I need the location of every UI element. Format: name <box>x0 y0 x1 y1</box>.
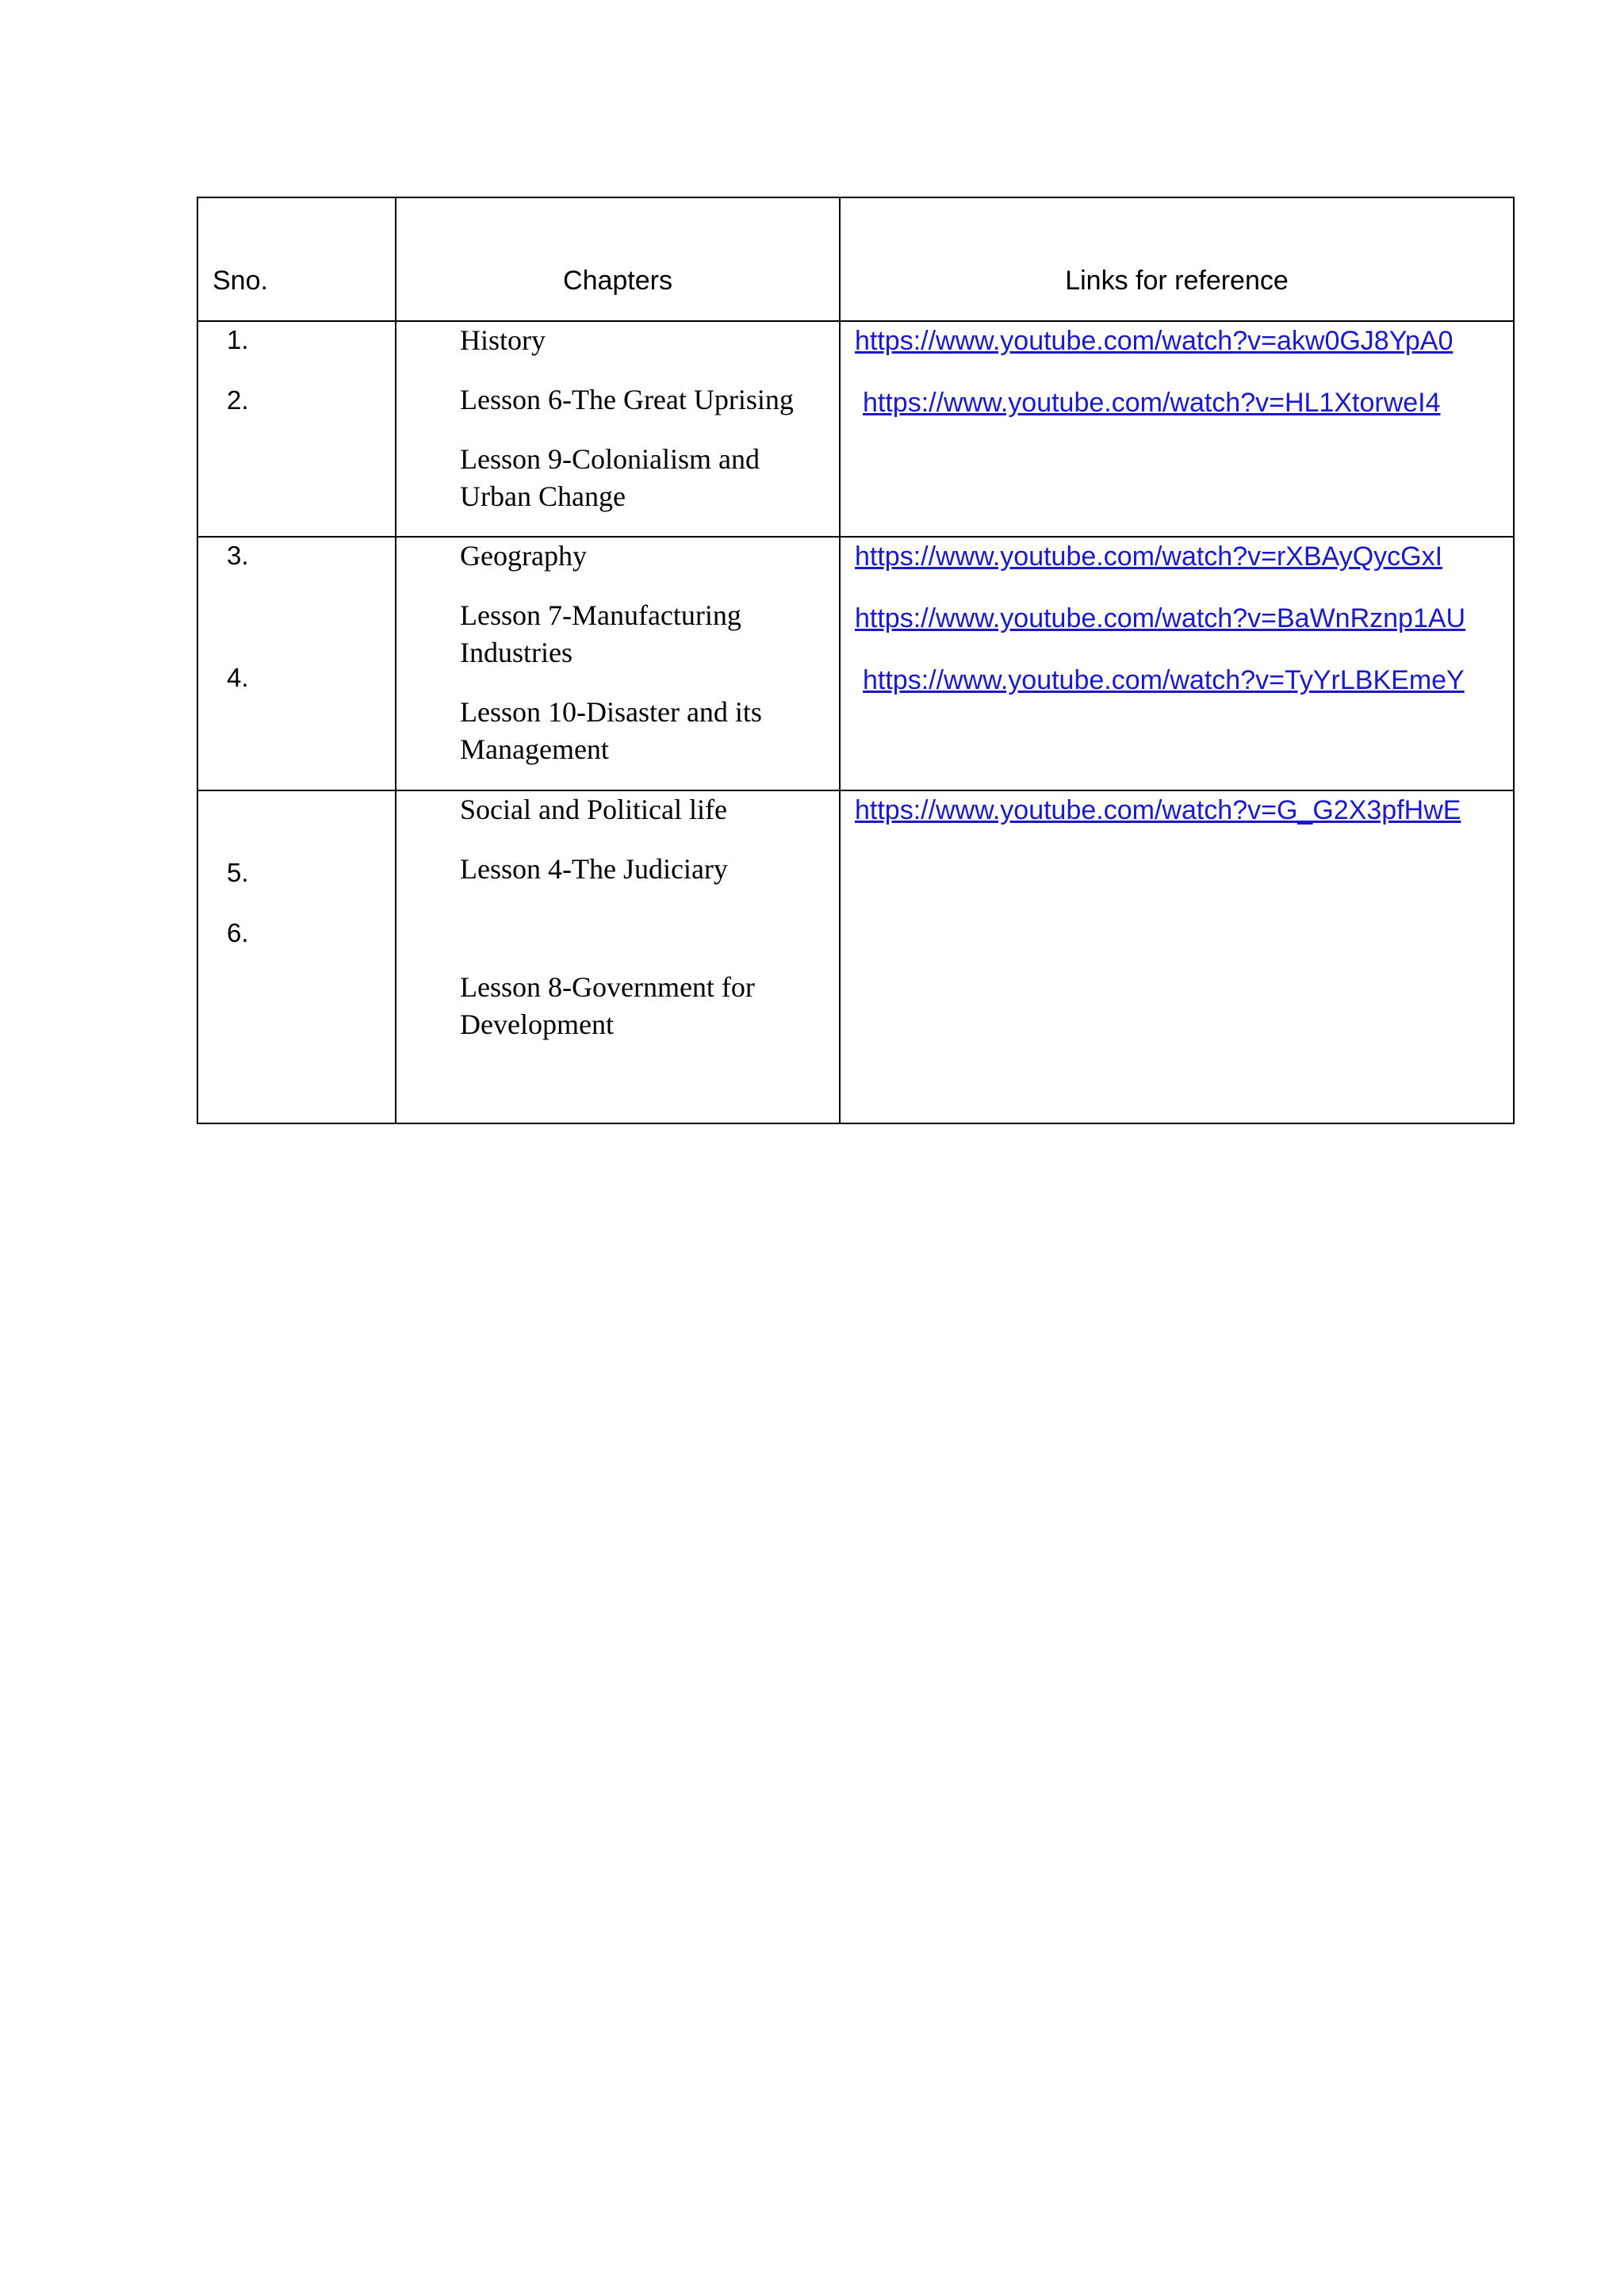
links-cell <box>840 537 1514 790</box>
table-row-history <box>197 321 1514 537</box>
link-social-political[interactable]: https://www.youtube.com/watch?v=G_G2X3pfHwE <box>855 795 1461 825</box>
chapters-cell <box>396 321 840 537</box>
chapter-lesson-6: Lesson 6-The Great Uprising <box>460 384 794 415</box>
chapter-lesson-8: Lesson 8-Government for Development <box>460 971 755 1040</box>
sno-2: 2. <box>227 385 249 415</box>
link-lesson-6[interactable]: https://www.youtube.com/watch?v=akw0GJ8YpA0 <box>855 326 1454 356</box>
chapter-lesson-10: Lesson 10-Disaster and its Management <box>460 696 762 765</box>
link-geography-1[interactable]: https://www.youtube.com/watch?v=rXBAyQycGxI <box>855 541 1443 572</box>
section-title-geography: Geography <box>460 540 587 572</box>
sno-6: 6. <box>227 918 249 947</box>
sno-cell <box>197 321 396 537</box>
table-row-social-political <box>197 790 1514 1123</box>
chapter-lesson-9: Lesson 9-Colonialism and Urban Change <box>460 443 760 512</box>
links-cell <box>840 321 1514 537</box>
links-cell <box>840 790 1514 1123</box>
header-sno: Sno. <box>197 197 396 321</box>
link-lesson-10[interactable]: https://www.youtube.com/watch?v=TyYrLBKEmeY <box>863 665 1465 695</box>
chapter-lesson-4: Lesson 4-The Judiciary <box>460 853 728 885</box>
chapters-cell <box>396 537 840 790</box>
sno-cell <box>197 790 396 1123</box>
sno-1: 1. <box>227 325 249 354</box>
section-title-history: History <box>460 324 546 356</box>
chapter-lesson-7: Lesson 7-Manufacturing Industries <box>460 599 741 668</box>
link-lesson-7[interactable]: https://www.youtube.com/watch?v=BaWnRznp1AU <box>855 603 1466 633</box>
header-links: Links for reference <box>840 197 1514 321</box>
header-chapters: Chapters <box>396 197 840 321</box>
sno-3: 3. <box>227 541 249 570</box>
sno-4: 4. <box>227 663 249 692</box>
link-lesson-9[interactable]: https://www.youtube.com/watch?v=HL1XtorweI4 <box>863 388 1441 418</box>
sno-5: 5. <box>227 858 249 887</box>
section-title-social-political: Social and Political life <box>460 794 727 825</box>
chapters-cell <box>396 790 840 1123</box>
sno-cell <box>197 537 396 790</box>
table-row-geography <box>197 537 1514 790</box>
reference-table <box>197 197 1515 1124</box>
table-header-row <box>197 197 1514 321</box>
